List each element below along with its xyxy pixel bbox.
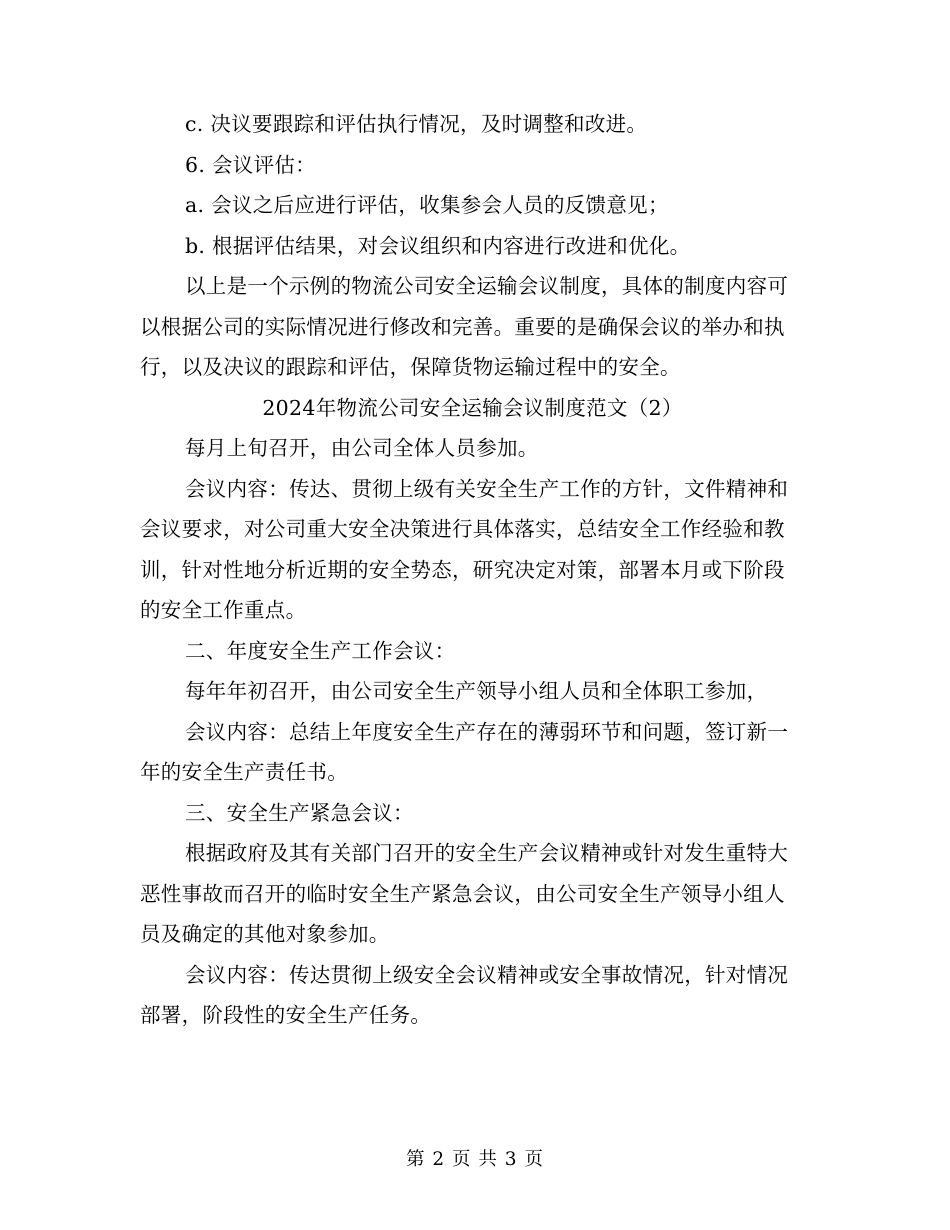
page-number-footer: 第 2 页 共 3 页 xyxy=(406,1149,544,1170)
paragraph-item-b: b. 根据评估结果，对会议组织和内容进行改进和优化。 xyxy=(185,233,691,258)
paragraph-annual-content: 会议内容：总结上年度安全生产存在的薄弱环节和问题，签订新一年的安全生产责任书。 xyxy=(140,719,789,784)
paragraph-item-a: a. 会议之后应进行评估，收集参会人员的反馈意见； xyxy=(185,193,669,217)
section-heading-meeting-evaluation: 6. 会议评估： xyxy=(185,152,316,177)
paragraph-emergency-content: 会议内容：传达贯彻上级安全会议精神或安全事故情况，针对情况部署，阶段性的安全生产任务。 xyxy=(140,962,789,1027)
paragraph-item-c: c. 决议要跟踪和评估执行情况，及时调整和改进。 xyxy=(185,112,648,136)
paragraph-summary: 以上是一个示例的物流公司安全运输会议制度，具体的制度内容可以根据公司的实际情况进行修改和完善。重要的是确保会议的举办和执行，以及决议的跟踪和评估，保障货物运输过程中的安全。 xyxy=(140,274,789,379)
section-heading-annual-meeting: 二、年度安全生产工作会议： xyxy=(185,638,456,663)
document-body xyxy=(140,104,805,1036)
paragraph-monthly-content: 会议内容：传达、贯彻上级有关安全生产工作的方针，文件精神和会议要求，对公司重大安全决策进行具体落实，总结安全工作经验和教训，针对性地分析近期的安全势态，研究决定对策，部署本月或下阶段的安全工作重点。 xyxy=(140,476,789,622)
section-heading-emergency-meeting: 三、安全生产紧急会议： xyxy=(185,800,414,825)
paragraph-emergency-meeting: 根据政府及其有关部门召开的安全生产会议精神或针对发生重特大恶性事故而召开的临时安全生产紧急会议，由公司安全生产领导小组人员及确定的其他对象参加。 xyxy=(140,841,789,946)
paragraph-annual-meeting: 每年年初召开，由公司安全生产领导小组人员和全体职工参加， xyxy=(185,679,768,703)
paragraph-monthly-meeting: 每月上旬召开，由公司全体人员参加。 xyxy=(185,436,539,460)
document-title: 2024年物流公司安全运输会议制度范文（2） xyxy=(262,395,683,420)
